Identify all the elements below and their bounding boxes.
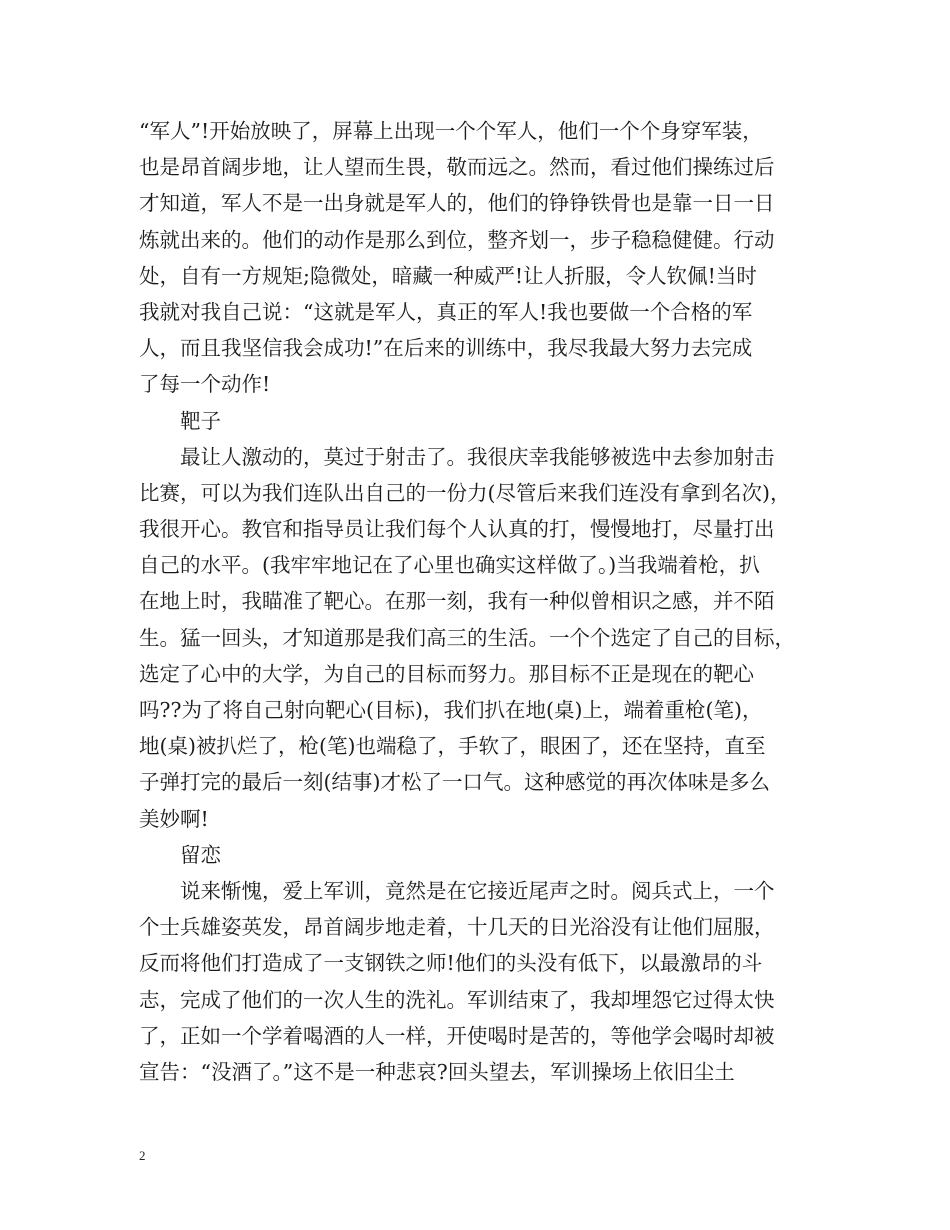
text-line: 也是昂首阔步地，让人望而生畏，敬而远之。然而，看过他们操练过后 bbox=[139, 155, 775, 180]
text-line: 吗??为了将自己射向靶心(目标)，我们扒在地(桌)上，端着重枪(笔)， bbox=[139, 698, 763, 722]
text-line: 反而将他们打造成了一支钢铁之师!他们的头没有低下，以最激昂的斗 bbox=[139, 951, 763, 976]
text-line: 子弹打完的最后一刻(结事)才松了一口气。这种感觉的再次体味是多么 bbox=[139, 770, 770, 795]
text-line: 志，完成了他们的一次人生的洗礼。军训结束了，我却埋怨它过得太快 bbox=[139, 987, 775, 1012]
text-line: 了每一个动作! bbox=[139, 372, 271, 397]
text-line: 我很开心。教官和指导员让我们每个人认真的打，慢慢地打，尽量打出 bbox=[139, 517, 775, 542]
text-line: “军人”!开始放映了，屏幕上出现一个个军人，他们一个个身穿军装， bbox=[139, 119, 763, 143]
text-line: 靶子 bbox=[180, 408, 221, 433]
text-line: 说来惭愧，爱上军训，竟然是在它接近尾声之时。阅兵式上，一个 bbox=[180, 878, 775, 903]
text-line: 在地上时，我瞄准了靶心。在那一刻，我有一种似曾相识之感，并不陌 bbox=[139, 589, 775, 614]
text-line: 比赛，可以为我们连队出自己的一份力(尽管后来我们连没有拿到名次)， bbox=[139, 480, 791, 505]
text-line: 最让人激动的，莫过于射击了。我很庆幸我能够被选中去参加射击 bbox=[180, 444, 775, 469]
text-line: 美妙啊! bbox=[139, 806, 209, 831]
text-line: 宣告：“没酒了。”这不是一种悲哀?回头望去，军训操场上依旧尘土 bbox=[139, 1059, 735, 1084]
text-line: 自己的水平。(我牢牢地记在了心里也确实这样做了。)当我端着枪，扒 bbox=[139, 553, 760, 578]
text-line: 人，而且我坚信我会成功!”在后来的训练中，我尽我最大努力去完成 bbox=[139, 336, 753, 361]
body-text bbox=[139, 113, 839, 1090]
text-line: 才知道，军人不是一出身就是军人的，他们的铮铮铁骨也是靠一日一日 bbox=[139, 191, 775, 216]
page-number: 2 bbox=[139, 1148, 146, 1163]
text-line: 了，正如一个学着喝酒的人一样，开使喝时是苦的，等他学会喝时却被 bbox=[139, 1023, 775, 1048]
text-line: 处，自有一方规矩;隐微处，暗藏一种威严!让人折服，令人钦佩!当时 bbox=[139, 263, 757, 288]
text-line: 地(桌)被扒烂了，枪(笔)也端稳了，手软了，眼困了，还在坚持，直至 bbox=[139, 734, 766, 759]
text-line: 我就对我自己说：“这就是军人，真正的军人!我也要做一个合格的军 bbox=[139, 299, 753, 324]
text-line: 炼就出来的。他们的动作是那么到位，整齐划一，步子稳稳健健。行动 bbox=[139, 227, 775, 252]
text-line: 选定了心中的大学，为自己的目标而努力。那目标不正是现在的靶心 bbox=[139, 661, 754, 686]
text-line: 生。猛一回头，才知道那是我们高三的生活。一个个选定了自己的目标， bbox=[139, 625, 795, 650]
text-line: 留恋 bbox=[180, 842, 221, 867]
text-line: 个士兵雄姿英发，昂首阔步地走着，十几天的日光浴没有让他们屈服， bbox=[139, 915, 775, 940]
